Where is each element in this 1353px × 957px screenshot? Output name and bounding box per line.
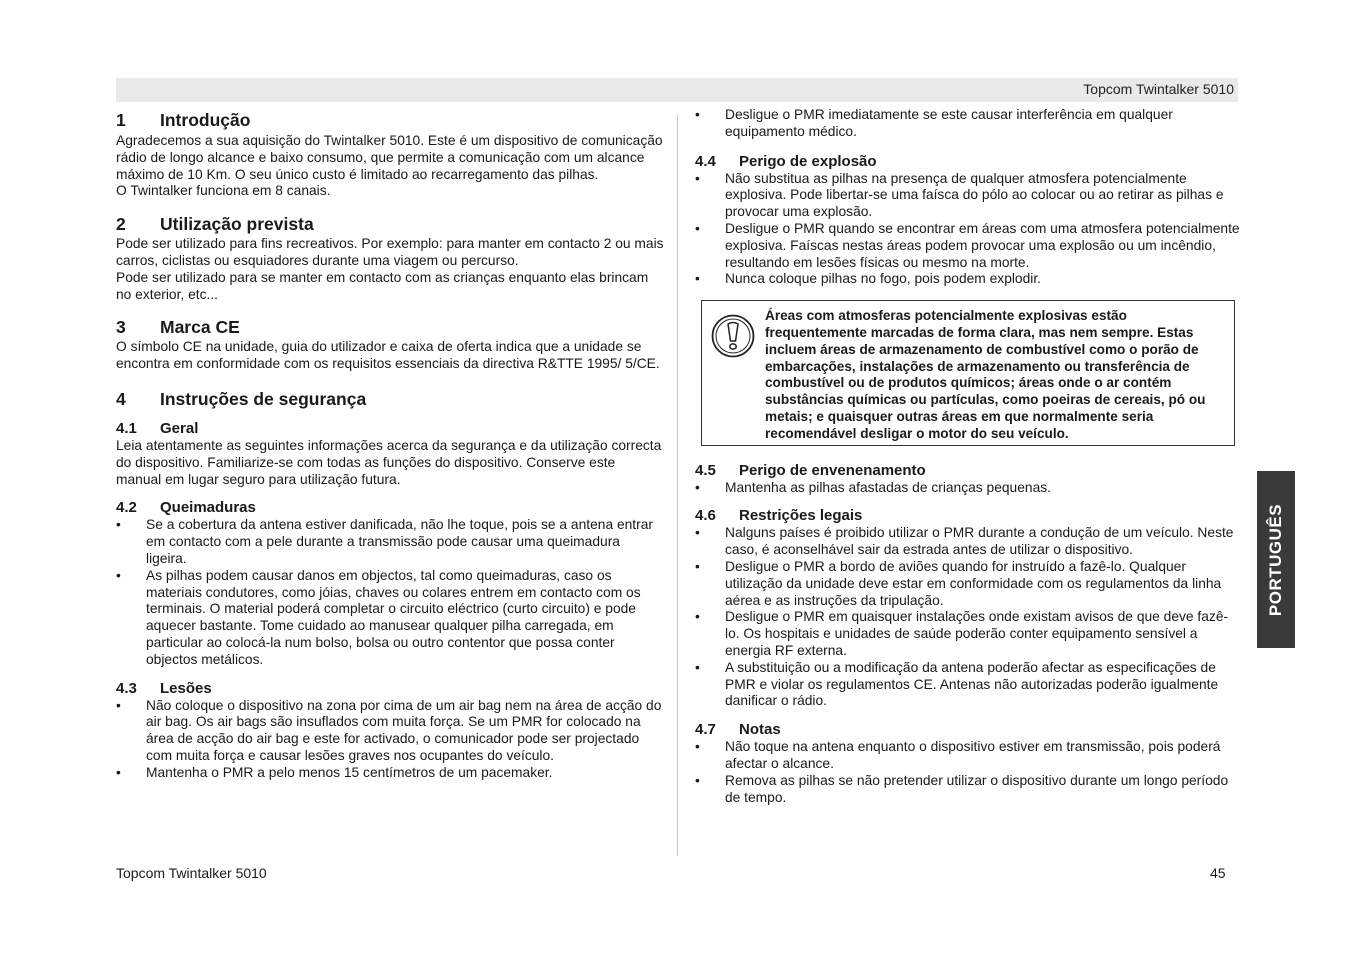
column-divider xyxy=(677,114,678,856)
list-item: • Desligue o PMR em quaisquer instalações onde existam avisos de que deve fazê-lo. Os hospitais e unidades de saúde poderão conter equipamento sensível a energia RF externa. xyxy=(695,609,1240,659)
subsection-number: 4.2 xyxy=(116,499,137,517)
paragraph: O símbolo CE na unidade, guia do utilizador e caixa de oferta indica que a unidade se encontra em conformidade com os requisitos essenciais da directiva R&TTE 1995/ 5/CE. xyxy=(116,339,660,372)
section-4-7-heading xyxy=(695,721,1240,739)
paragraph: Pode ser utilizado para fins recreativos. Por exemplo: para manter em contacto 2 ou mais carros, ciclistas ou esquiadores durante uma viagem ou percurso. xyxy=(116,236,664,268)
subsection-title: Geral xyxy=(160,419,199,437)
subsection-number: 4.4 xyxy=(695,152,716,170)
list-item: • Nalguns países é proibido utilizar o PMR durante a condução de um veículo. Neste caso, é aconselhável sair da estrada antes de utilizar o dispositivo. xyxy=(695,525,1240,559)
bullet-list xyxy=(695,171,1240,289)
list-item: • Não toque na antena enquanto o dispositivo estiver em transmissão, pois poderá afectar o alcance. xyxy=(695,739,1240,773)
section-number: 1 xyxy=(116,110,126,130)
section-4-3-heading xyxy=(116,680,664,698)
bullet-list xyxy=(116,698,664,782)
section-title: Marca CE xyxy=(160,317,240,338)
list-item: • Se a cobertura da antena estiver danificada, não lhe toque, pois se a antena entrar em contacto com a pele durante a transmissão pode causar uma queimadura ligeira. xyxy=(116,517,664,567)
paragraph: Agradecemos a sua aquisição do Twintalker 5010. Este é um dispositivo de comunicação rádio de longo alcance e baixo consumo, que permite a comunicação com um alcance máximo de 10 Km. O seu único custo é limitado ao recarregamento das pilhas. xyxy=(116,133,663,182)
language-tab xyxy=(1257,471,1295,648)
list-item: • Mantenha as pilhas afastadas de crianças pequenas. xyxy=(695,480,1240,497)
right-column xyxy=(695,107,1240,806)
subsection-title: Notas xyxy=(739,721,781,739)
subsection-title: Queimaduras xyxy=(160,499,256,517)
list-item: • Desligue o PMR imediatamente se este causar interferência em qualquer equipamento médico. xyxy=(695,107,1240,141)
subsection-title: Lesões xyxy=(160,679,212,697)
section-4-5-heading xyxy=(695,462,1240,480)
section-3-heading xyxy=(116,316,664,338)
page-number: 45 xyxy=(1210,865,1226,881)
list-item: • Desligue o PMR a bordo de aviões quando for instruído a fazê-lo. Qualquer utilização da unidade deve estar em conformidade com os regulamentos da linha aérea e as instruções da tripulação. xyxy=(695,559,1240,609)
bullet-list xyxy=(116,517,664,668)
subsection-title: Perigo de explosão xyxy=(739,152,877,170)
list-item: • Nunca coloque pilhas no fogo, pois podem explodir. xyxy=(695,271,1240,288)
paragraph: O Twintalker funciona em 8 canais. xyxy=(116,183,331,199)
section-4-1-heading xyxy=(116,420,664,438)
section-4-6-heading xyxy=(695,507,1240,525)
subsection-number: 4.6 xyxy=(695,507,716,525)
subsection-number: 4.5 xyxy=(695,461,716,479)
list-item: • Desligue o PMR quando se encontrar em áreas com uma atmosfera potencialmente explosiva. Faíscas nestas áreas podem provocar uma explosão ou um incêndio, resultando em lesões físicas ou mesmo na morte. xyxy=(695,221,1240,271)
subsection-number: 4.1 xyxy=(116,419,137,437)
bullet-list xyxy=(695,525,1240,710)
language-label: PORTUGUÊS xyxy=(1266,503,1285,616)
section-title: Instruções de segurança xyxy=(160,388,367,409)
list-item: • Mantenha o PMR a pelo menos 15 centímetros de um pacemaker. xyxy=(116,765,664,782)
list-item: • Remova as pilhas se não pretender utilizar o dispositivo durante um longo período de tempo. xyxy=(695,773,1240,807)
section-title: Utilização prevista xyxy=(160,214,314,235)
subsection-title: Restrições legais xyxy=(739,507,863,525)
section-4-4-heading xyxy=(695,153,1240,171)
warning-box xyxy=(701,300,1235,445)
section-1-heading xyxy=(116,109,664,131)
section-number: 4 xyxy=(116,388,126,409)
header-title: Topcom Twintalker 5010 xyxy=(1083,81,1234,97)
subsection-number: 4.7 xyxy=(695,721,716,739)
left-column xyxy=(116,107,664,782)
section-number: 2 xyxy=(116,214,126,235)
bullet-list xyxy=(695,107,1240,141)
paragraph: Pode ser utilizado para se manter em contacto com as crianças enquanto elas brincam no exterior, etc... xyxy=(116,269,649,302)
section-2-heading xyxy=(116,213,664,235)
bullet-list xyxy=(695,739,1240,806)
section-4-2-heading xyxy=(116,499,664,517)
list-item: • Não coloque o dispositivo na zona por cima de um air bag nem na área de acção do air bag. Os air bags são insuflados com muita força. Se um PMR for colocado na área de acção do air bag e este for activado, o comunicador pode ser projectado com muita força e causar lesões graves nos ocupantes do veículo. xyxy=(116,698,664,765)
warning-text-content: Áreas com atmosferas potencialmente explosivas estão frequentemente marcadas de forma clara, mas nem sempre. Estas incluem áreas de armazenamento de combustível como o porão de embarcações, instalações de armazenamento ou transferência de combustível ou de produtos químicos; áreas onde o ar contém substâncias químicas ou partículas, como poeiras de cereais, pó ou metais; e quaisquer outras áreas em que normalmente seria recomendável desligar o motor do seu veículo. xyxy=(765,308,1206,441)
bullet-list xyxy=(695,480,1240,497)
list-item: • Não substitua as pilhas na presença de qualquer atmosfera potencialmente explosiva. Pode libertar-se uma faísca do pólo ao colocar ou ao retirar as pilhas e provocar uma explosão. xyxy=(695,171,1240,221)
subsection-number: 4.3 xyxy=(116,679,137,697)
warning-text xyxy=(710,308,1226,442)
list-item: • As pilhas podem causar danos em objectos, tal como queimaduras, caso os materiais condutores, como jóias, chaves ou colares entrem em contacto com os terminais. O material poderá completar o circuito eléctrico (curto circuito) e pode aquecer bastante. Tome cuidado ao manusear qualquer pilha carregada, em particular ao colocá-la num bolso, bolsa ou outro contentor que possa conter objectos metálicos. xyxy=(116,568,664,669)
footer-title: Topcom Twintalker 5010 xyxy=(116,865,267,881)
list-item: • A substituição ou a modificação da antena poderão afectar as especificações de PMR e violar os regulamentos CE. Antenas não autorizadas poderão igualmente danificar o rádio. xyxy=(695,660,1240,710)
header-bar xyxy=(116,78,1238,102)
section-4-heading xyxy=(116,388,664,410)
warning-exclamation-icon xyxy=(711,314,755,363)
section-number: 3 xyxy=(116,317,126,338)
paragraph: Leia atentamente as seguintes informações acerca da segurança e da utilização correcta do dispositivo. Familiarize-se com todas as funções do dispositivo. Conserve este manual em lugar seguro para utilização futura. xyxy=(116,437,662,487)
subsection-title: Perigo de envenenamento xyxy=(739,461,926,479)
section-title: Introdução xyxy=(160,110,251,130)
